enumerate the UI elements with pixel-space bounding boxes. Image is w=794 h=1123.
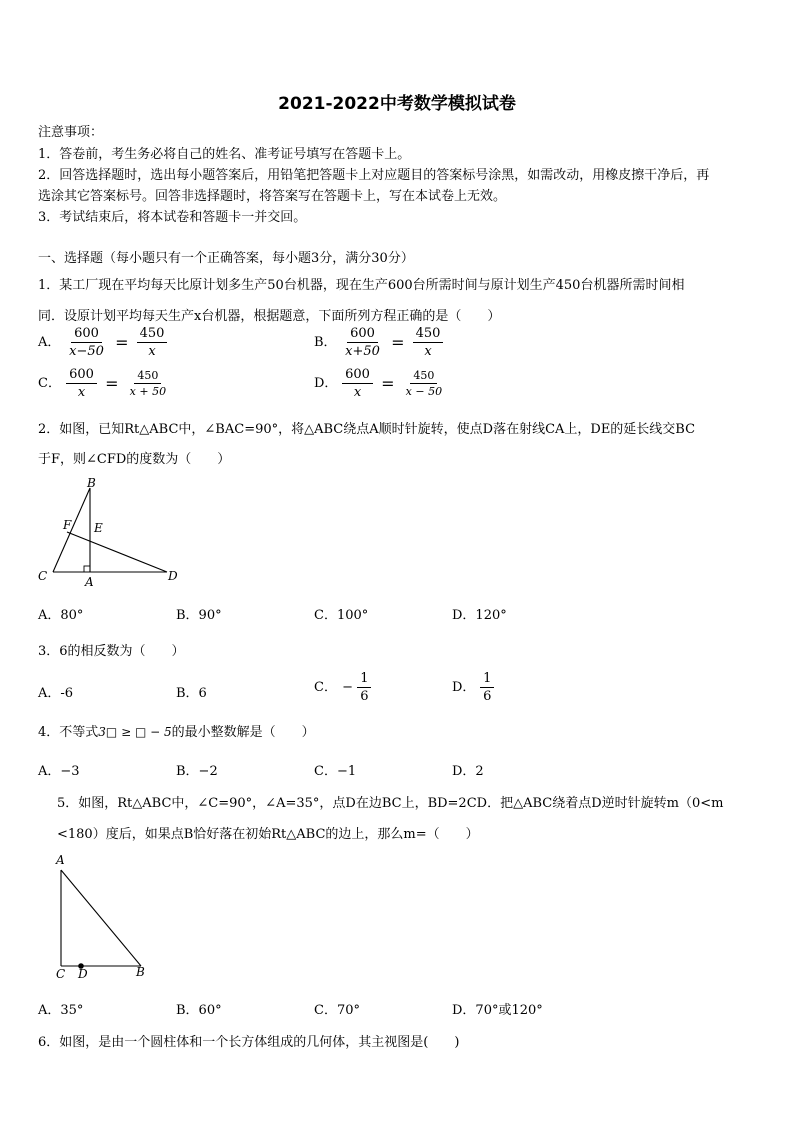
q6-text: 6．如图，是由一个圆柱体和一个长方体组成的几何体，其主视图是( )	[38, 1035, 460, 1050]
q3-option-d[interactable]: D． $\frac{1}{6}$	[452, 672, 494, 703]
q5-line1: 5．如图，Rt△ABC中，∠C=90°，∠A=35°，点D在边BC上，BD=2CD．把△ABC绕着点D逆时针旋转m（0<m	[57, 796, 724, 811]
q4-option-a[interactable]: A．−3	[38, 764, 80, 779]
q2-option-c[interactable]: C．100°	[314, 608, 369, 623]
q5-option-c[interactable]: C．70°	[314, 1003, 360, 1018]
note-item: 1．答卷前，考生务必将自己的姓名、准考证号填写在答题卡上。	[38, 147, 411, 162]
fraction: $\frac{600}{x-50}$	[69, 326, 104, 359]
q5-option-b[interactable]: B．60°	[176, 1003, 222, 1018]
q2-option-b[interactable]: B．90°	[176, 608, 222, 623]
fraction: $\frac{600}{x}$	[66, 368, 97, 399]
q2-line2: 于F，则∠CFD的度数为（ ）	[38, 452, 231, 467]
segment-df	[67, 532, 167, 572]
notes-heading: 注意事项：	[38, 125, 104, 140]
q5-line2: <180）度后，如果点B恰好落在初始Rt△ABC的边上，那么m=（ ）	[57, 827, 479, 842]
q1-option-a[interactable]: A． $\frac{600}{x-50}$ = $\frac{450}{x}$	[38, 327, 167, 358]
fraction: $\frac{450}{x}$	[413, 327, 444, 358]
label-a: A	[85, 575, 94, 589]
note-item: 选涂其它答案标号。回答非选择题时，将答案写在答题卡上，写在本试卷上无效。	[38, 189, 507, 204]
label-b: B	[136, 965, 145, 979]
q1-option-d[interactable]: D． $\frac{600}{x}$ = $\frac{450}{x - 50}$	[314, 368, 445, 399]
q4-text: 4．不等式3□ ≥ □ − 5的最小整数解是（ ）	[38, 725, 315, 740]
q1-option-c[interactable]: C． $\frac{600}{x}$ = $\frac{450}{x + 50}$	[38, 368, 169, 399]
segment-ab	[61, 870, 141, 966]
label-d: D	[168, 569, 178, 583]
label-b: B	[87, 476, 96, 490]
inequality-expression: 3□ ≥ □ − 5	[98, 725, 172, 739]
right-angle-mark	[84, 566, 90, 572]
q2-line1: 2．如图，已知Rt△ABC中，∠BAC=90°，将△ABC绕点A顺时针旋转，使点D落在射线CA上，DE的延长线交BC	[38, 422, 696, 437]
fraction: $\frac{1}{6}$	[480, 672, 494, 703]
q5-triangle-figure	[50, 850, 154, 982]
fraction: $\frac{450}{x + 50}$	[129, 369, 167, 398]
q5-option-a[interactable]: A．35°	[38, 1003, 84, 1018]
exam-title: 2021-2022中考数学模拟试卷	[278, 94, 516, 114]
q1-line2: 同．设原计划平均每天生产x台机器，根据题意，下面所列方程正确的是（ ）	[38, 309, 501, 324]
q2-option-a[interactable]: A．80°	[38, 608, 84, 623]
fraction: $\frac{600}{x+50}$	[345, 326, 380, 359]
note-item: 2．回答选择题时，选出每小题答案后，用铅笔把答题卡上对应题目的答案标号涂黑，如需改动，用橡皮擦干净后，再	[38, 168, 710, 183]
q3-text: 3．6的相反数为（ ）	[38, 644, 185, 659]
q4-option-b[interactable]: B．−2	[176, 764, 218, 779]
fraction: $\frac{450}{x}$	[137, 327, 168, 358]
label-a: A	[56, 853, 65, 867]
q4-option-c[interactable]: C．−1	[314, 764, 357, 779]
fraction: $\frac{450}{x - 50}$	[405, 369, 443, 398]
note-item: 3．考试结束后，将本试卷和答题卡一并交回。	[38, 210, 307, 225]
label-d: D	[78, 967, 88, 981]
segment-bc	[53, 488, 90, 572]
label-e: E	[94, 521, 103, 535]
q5-option-d[interactable]: D．70°或120°	[452, 1003, 543, 1018]
q1-option-b[interactable]: B． $\frac{600}{x+50}$ = $\frac{450}{x}$	[314, 327, 443, 358]
q3-option-c[interactable]: C． − $\frac{1}{6}$	[314, 672, 371, 703]
q2-triangle-figure	[36, 474, 182, 590]
fraction: $\frac{1}{6}$	[357, 672, 371, 703]
label-c: C	[38, 569, 48, 583]
label-f: F	[63, 518, 72, 532]
label-c: C	[56, 967, 66, 981]
fraction: $\frac{600}{x}$	[342, 368, 373, 399]
section-heading: 一、选择题（每小题只有一个正确答案，每小题3分，满分30分）	[38, 251, 414, 266]
q3-option-a[interactable]: A．-6	[38, 686, 74, 701]
q4-option-d[interactable]: D．2	[452, 764, 484, 779]
q2-option-d[interactable]: D．120°	[452, 608, 507, 623]
q1-line1: 1．某工厂现在平均每天比原计划多生产50台机器，现在生产600台所需时间与原计划生产450台机器所需时间相	[38, 278, 685, 293]
q3-option-b[interactable]: B．6	[176, 686, 207, 701]
